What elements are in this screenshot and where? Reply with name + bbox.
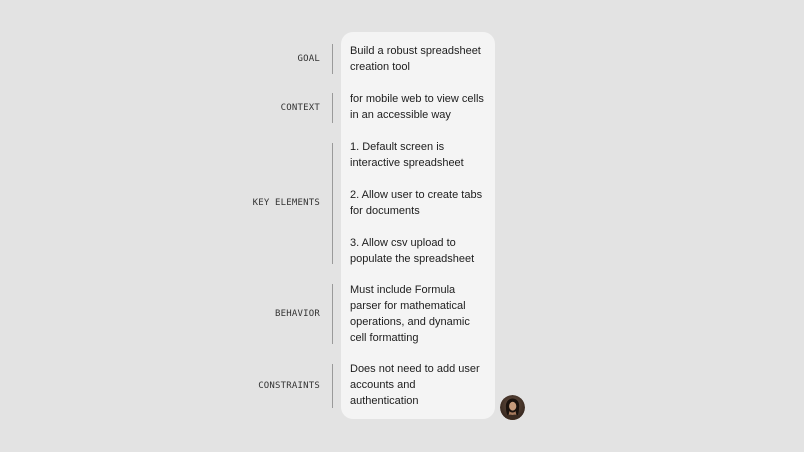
key-element-1: 1. Default screen is interactive spreadsheet [350, 141, 464, 169]
section-text-constraints [350, 361, 482, 409]
section-label-constraints: CONSTRAINTS [258, 381, 320, 391]
section-label-key-elements: KEY ELEMENTS [252, 198, 320, 208]
avatar-photo-icon [500, 395, 525, 420]
section-divider-context [332, 93, 333, 123]
section-divider-goal [332, 44, 333, 74]
section-divider-behavior [332, 284, 333, 344]
section-label-goal: GOAL [297, 54, 320, 64]
behavior-line: Must include Formula parser for mathematical operations, and dynamic cell formatting [350, 284, 470, 344]
section-divider-constraints [332, 364, 333, 408]
key-element-3: 3. Allow csv upload to populate the spreadsheet [350, 237, 475, 265]
context-line: for mobile web to view cells in an accessible way [350, 93, 484, 121]
goal-line: Build a robust spreadsheet creation tool [350, 45, 481, 73]
user-avatar-icon[interactable] [500, 395, 525, 420]
section-text-context [350, 91, 490, 123]
section-label-behavior: BEHAVIOR [275, 309, 320, 319]
key-element-2: 2. Allow user to create tabs for documents [350, 189, 483, 217]
section-divider-key-elements [332, 143, 333, 264]
section-label-context: CONTEXT [280, 103, 320, 113]
section-text-key-elements [350, 139, 486, 267]
section-text-behavior [350, 282, 488, 346]
section-text-goal [350, 43, 488, 75]
constraints-line: Does not need to add user accounts and authentication [350, 363, 480, 407]
